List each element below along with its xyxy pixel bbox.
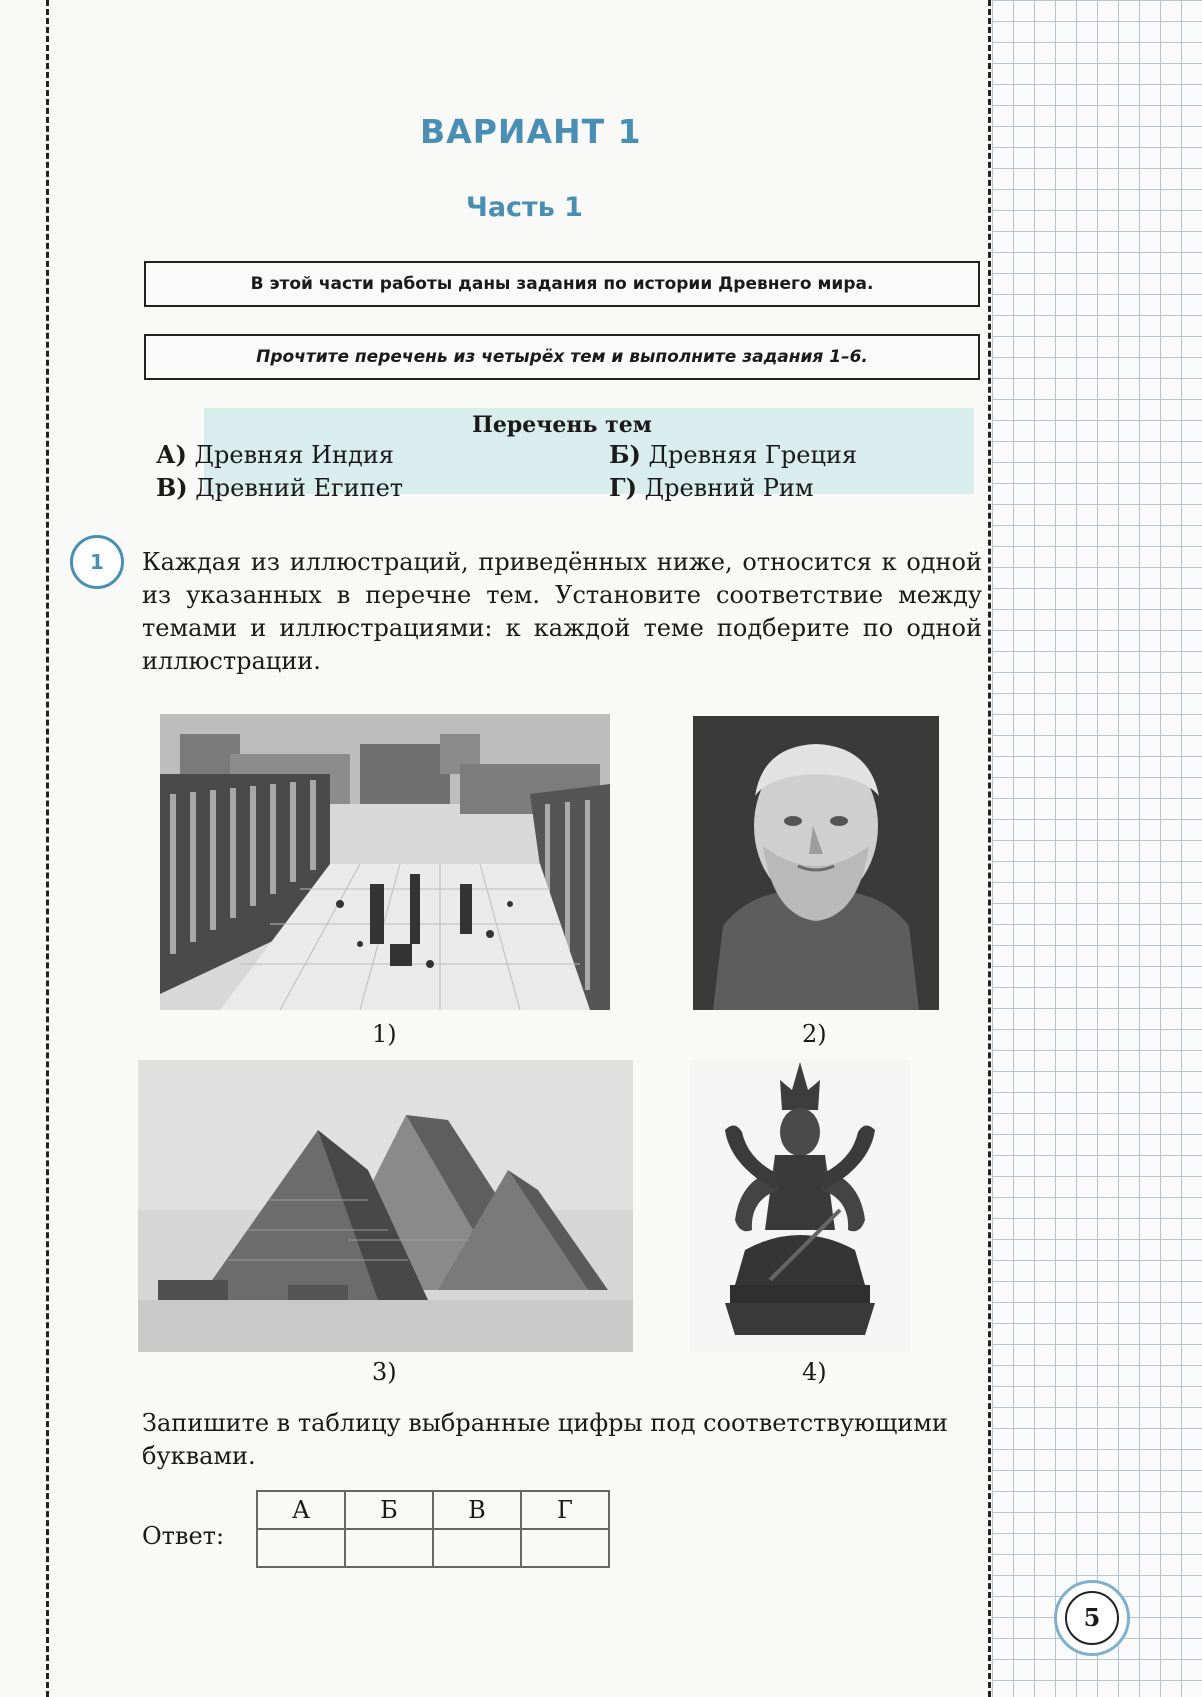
topic-letter: Б) [609, 440, 641, 469]
topic-item-v [156, 473, 403, 502]
illustration-caption-1: 1) [372, 1020, 397, 1048]
part-title: Часть 1 [466, 192, 583, 223]
answer-cell-g[interactable] [521, 1529, 609, 1567]
answer-cell-a[interactable] [257, 1529, 345, 1567]
topic-item-g [609, 473, 814, 502]
answer-cell-b[interactable] [345, 1529, 433, 1567]
right-cut-line [988, 0, 991, 1697]
topic-text: Древний Рим [644, 474, 814, 502]
topic-letter: В) [156, 473, 188, 502]
topic-letter: Г) [609, 473, 637, 502]
answer-table [256, 1490, 610, 1568]
topic-letter: А) [156, 440, 187, 469]
illustration-caption-3: 3) [372, 1358, 397, 1386]
answer-header-g: Г [521, 1491, 609, 1529]
page-number: 5 [1065, 1591, 1119, 1645]
question-number-badge: 1 [70, 535, 124, 589]
illustration-caption-4: 4) [802, 1358, 827, 1386]
answer-label: Ответ: [142, 1522, 225, 1550]
illustration-bust [693, 716, 939, 1010]
instruction-box: Прочтите перечень из четырёх тем и выполните задания 1–6. [144, 334, 980, 380]
topic-item-b [609, 440, 857, 469]
question-text: Каждая из иллюстраций, приведённых ниже, относится к одной из указанных в перечне тем. Установите соответствие между темами и иллюстрациями: к каждой теме подберите по одной иллюстрации. [142, 548, 982, 675]
illustration-statuette [690, 1060, 910, 1352]
page-number-badge [1054, 1580, 1130, 1656]
topics-list [144, 408, 980, 500]
left-cut-line [46, 0, 49, 1697]
grid-margin [992, 0, 1202, 1697]
answer-header-row [257, 1491, 609, 1529]
topic-text: Древняя Индия [194, 441, 394, 469]
illustration-caption-2: 2) [802, 1020, 827, 1048]
topic-text: Древняя Греция [648, 441, 858, 469]
answer-header-v: В [433, 1491, 521, 1529]
answer-input-row [257, 1529, 609, 1567]
intro-box: В этой части работы даны задания по истории Древнего мира. [144, 261, 980, 307]
variant-title: ВАРИАНТ 1 [420, 112, 642, 151]
illustration-pyramids [138, 1060, 633, 1352]
answer-header-b: Б [345, 1491, 433, 1529]
topics-title: Перечень тем [472, 412, 652, 438]
topic-text: Древний Египет [195, 474, 404, 502]
answer-instruction: Запишите в таблицу выбранные цифры под соответствующими буквами. [142, 1409, 948, 1470]
illustration-forum [160, 714, 610, 1010]
answer-header-a: А [257, 1491, 345, 1529]
topic-item-a [156, 440, 394, 469]
answer-cell-v[interactable] [433, 1529, 521, 1567]
